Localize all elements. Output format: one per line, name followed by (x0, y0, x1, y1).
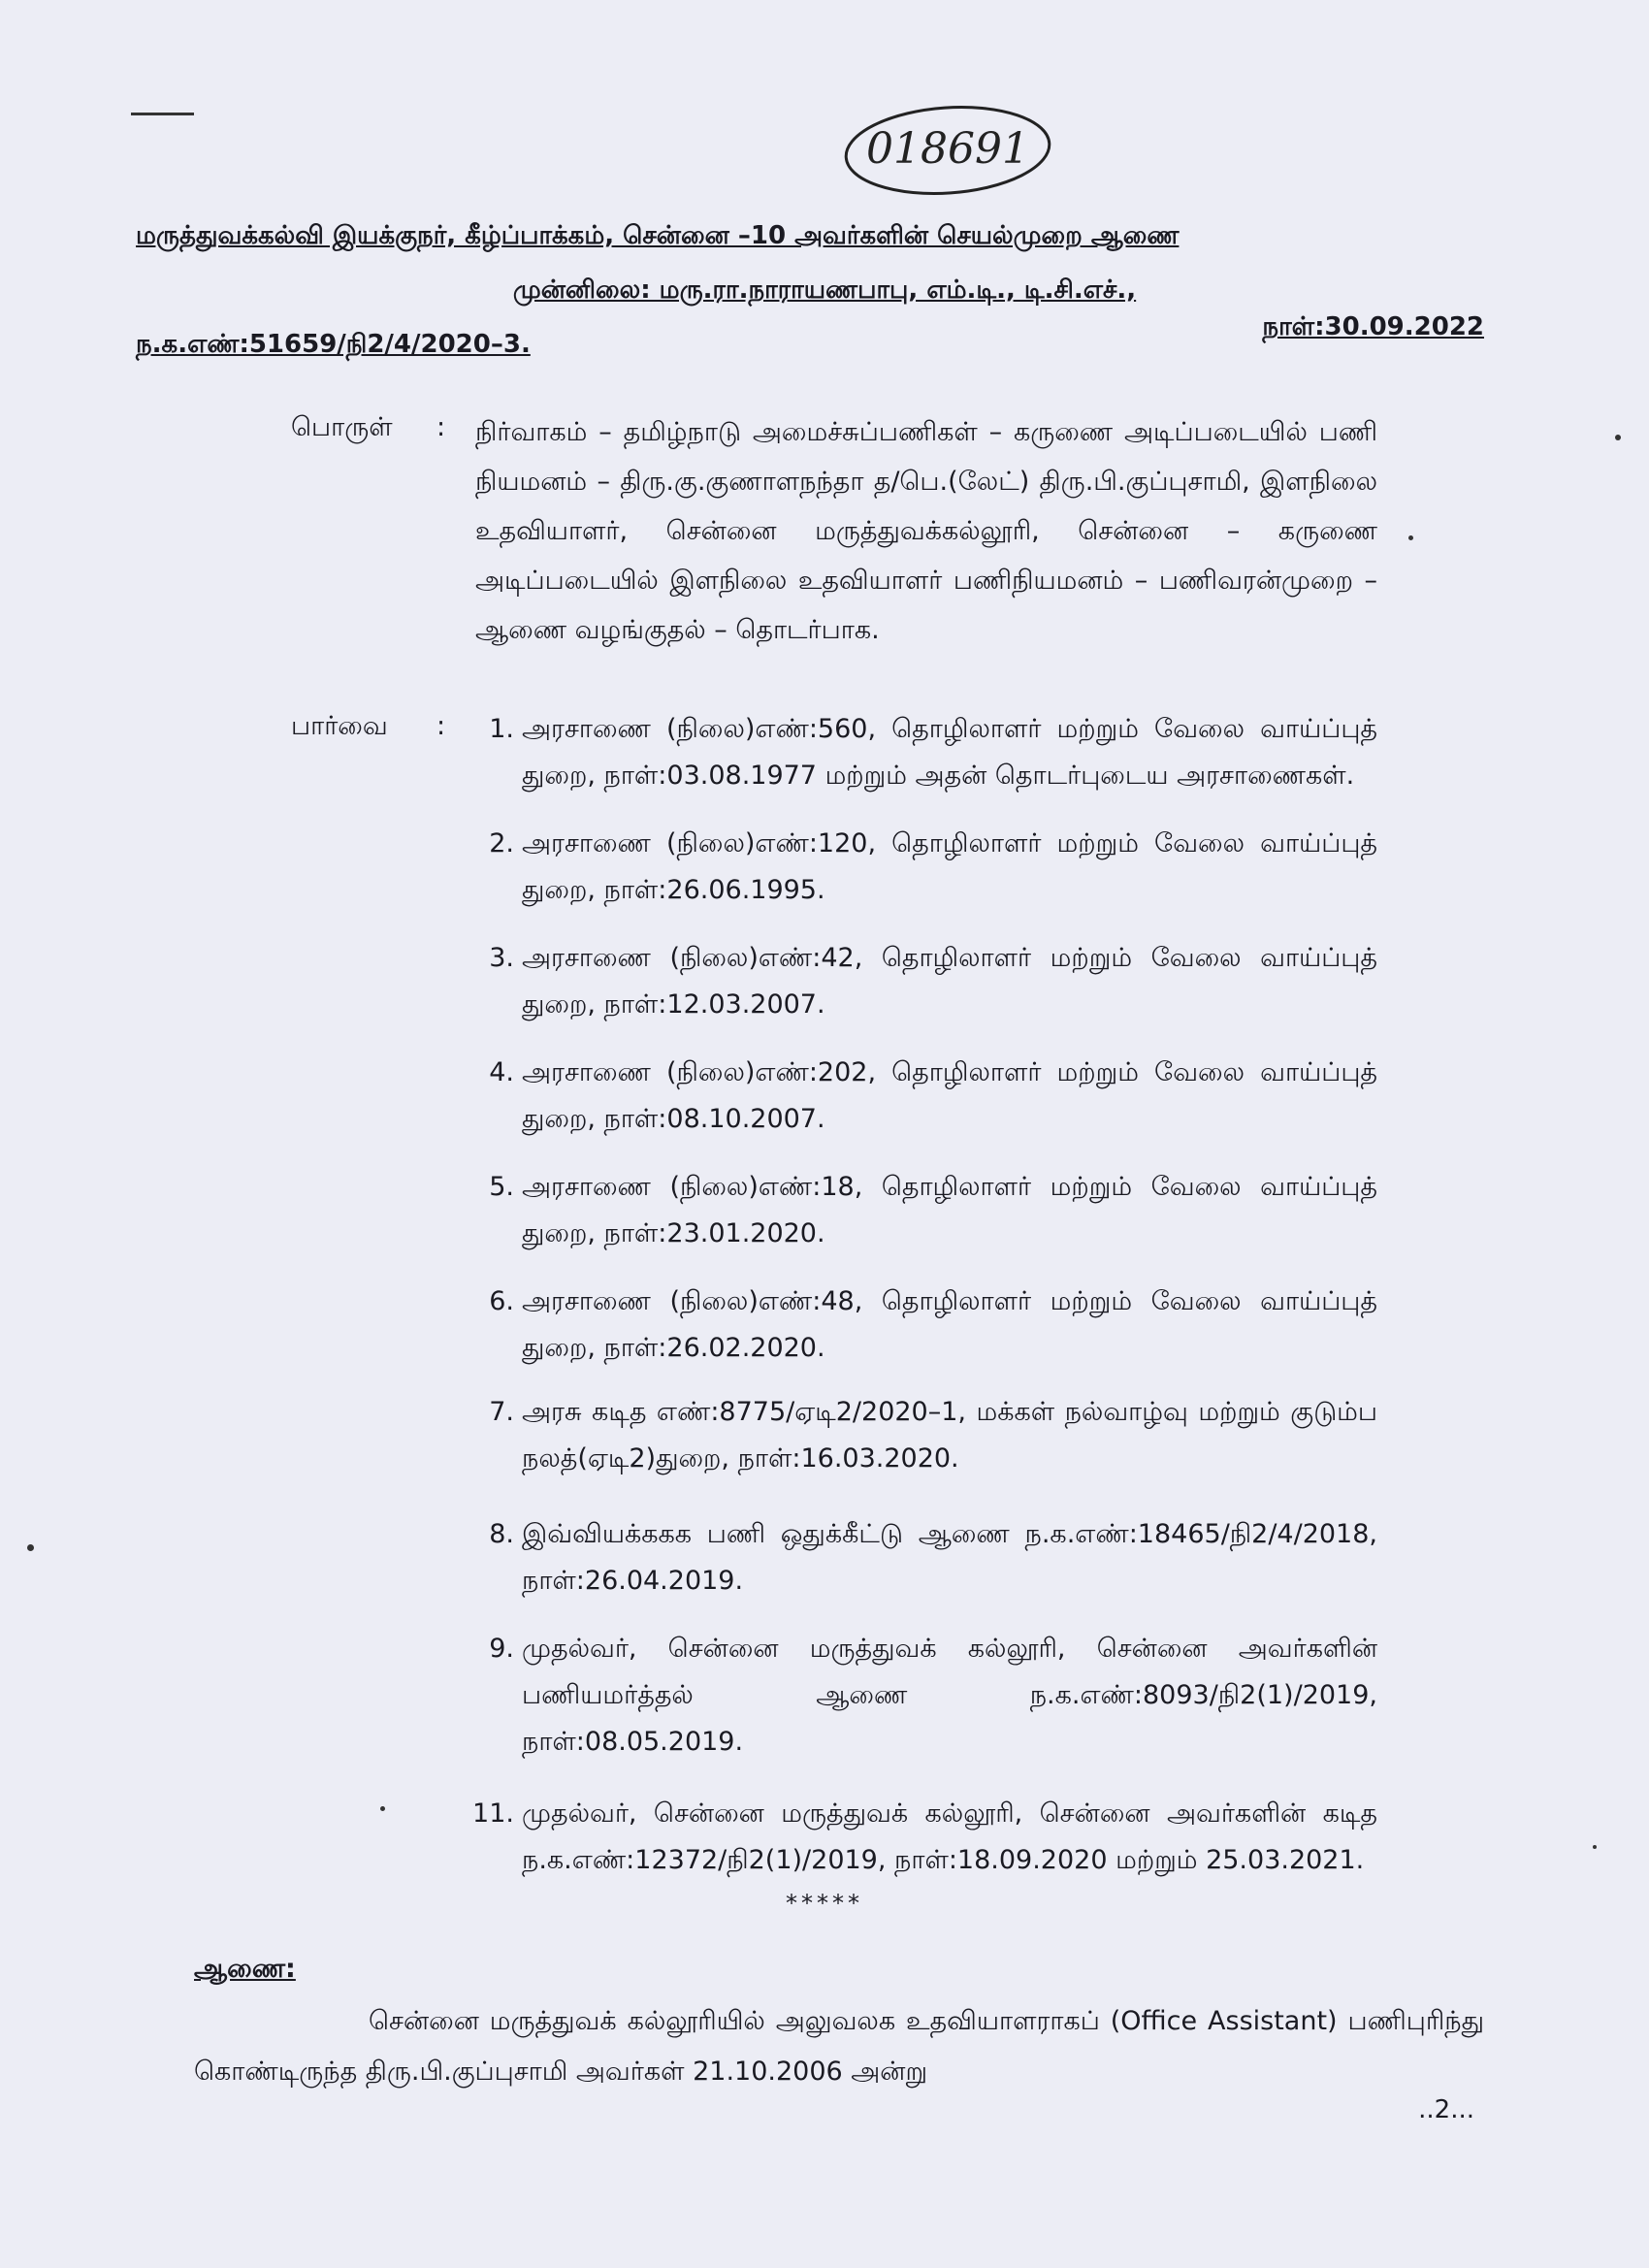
reference-item (466, 821, 1377, 914)
subject-label: பொருள் (291, 412, 393, 442)
reference-number-label: 8. (489, 1519, 514, 1549)
subject-text: நிர்வாகம் – தமிழ்நாடு அமைச்சுப்பணிகள் – கருணை அடிப்படையில் பணி நியமனம் – திரு.கு.குணாளநந்தா த/பெ.(லேட்) திரு.பி.குப்புசாமி, இளநிலை உதவியாளர், சென்னை மருத்துவக்கல்லூரி, சென்னை – கருணை அடிப்படையில் இளநிலை உதவியாளர் பணிநியமனம் – பணிவரன்முறை – ஆணை வழங்குதல் – தொடர்பாக. (475, 417, 1377, 645)
subject-colon: : (436, 412, 446, 442)
reference-text: அரசாணை (நிலை)எண்:120, தொழிலாளர் மற்றும் வேலை வாய்ப்புத் துறை, நாள்:26.06.1995. (522, 828, 1377, 905)
reference-number-label: 11. (472, 1798, 514, 1829)
scan-speck (1593, 1845, 1597, 1849)
references-list (466, 706, 1377, 1884)
reference-text: அரசாணை (நிலை)எண்:42, தொழிலாளர் மற்றும் வேலை வாய்ப்புத் துறை, நாள்:12.03.2007. (522, 943, 1377, 1020)
handwritten-file-number (839, 97, 1062, 204)
page-continuation: ..2... (1418, 2095, 1474, 2124)
reference-text: அரசாணை (நிலை)எண்:202, தொழிலாளர் மற்றும் வேலை வாய்ப்புத் துறை, நாள்:08.10.2007. (522, 1057, 1377, 1134)
reference-number-label: 4. (489, 1057, 514, 1087)
scan-speck (1408, 535, 1413, 540)
reference-number-label: 6. (489, 1286, 514, 1316)
reference-text: அரசாணை (நிலை)எண்:18, தொழிலாளர் மற்றும் வேலை வாய்ப்புத் துறை, நாள்:23.01.2020. (522, 1172, 1377, 1248)
section-separator: ***** (786, 1890, 863, 1917)
scan-speck (380, 1806, 385, 1811)
order-title: மருத்துவக்கல்வி இயக்குநர், கீழ்ப்பாக்கம், சென்னை –10 அவர்களின் செயல்முறை ஆணை (136, 221, 1180, 250)
reference-number-label: 5. (489, 1172, 514, 1202)
handwritten-number-oval (839, 97, 1062, 204)
reference-item (466, 1279, 1377, 1372)
reference-number-label: 7. (489, 1397, 514, 1427)
reference-number-label: 3. (489, 943, 514, 973)
reference-item (466, 1389, 1377, 1482)
reference-text: அரசாணை (நிலை)எண்:48, தொழிலாளர் மற்றும் வேலை வாய்ப்புத் துறை, நாள்:26.02.2020. (522, 1286, 1377, 1363)
scan-speck (1615, 435, 1621, 440)
order-heading: ஆணை: (194, 1954, 296, 1984)
reference-item (466, 1626, 1377, 1766)
scan-speck (27, 1544, 34, 1551)
reference-item (466, 706, 1377, 799)
reference-item (466, 935, 1377, 1028)
order-date: நாள்:30.09.2022 (1262, 312, 1484, 341)
references-label: பார்வை (291, 711, 388, 741)
reference-item (466, 1511, 1377, 1604)
reference-number-label: 9. (489, 1634, 514, 1664)
pen-dash-mark (131, 113, 194, 115)
handwritten-number-text: 018691 (866, 124, 1029, 174)
presence-line: முன்னிலை: மரு.ரா.நாராயணபாபு, எம்.டி., டி.சி.எச்., (512, 275, 1137, 305)
reference-text: முதல்வர், சென்னை மருத்துவக் கல்லூரி, சென்னை அவர்களின் கடித ந.க.எண்:12372/நி2(1)/2019, நாள்:18.09.2020 மற்றும் 25.03.2021. (522, 1798, 1377, 1875)
references-colon: : (436, 711, 446, 741)
reference-text: இவ்வியக்ககக பணி ஒதுக்கீட்டு ஆணை ந.க.எண்:18465/நி2/4/2018, நாள்:26.04.2019. (522, 1519, 1377, 1596)
reference-item (466, 1050, 1377, 1143)
reference-number-label: 2. (489, 828, 514, 859)
reference-text: அரசாணை (நிலை)எண்:560, தொழிலாளர் மற்றும் வேலை வாய்ப்புத் துறை, நாள்:03.08.1977 மற்றும் அதன் தொடர்புடைய அரசாணைகள். (522, 714, 1377, 791)
order-body-text: சென்னை மருத்துவக் கல்லூரியில் அலுவலக உதவியாளராகப் (Office Assistant) பணிபுரிந்து கொண்டிருந்த திரு.பி.குப்புசாமி அவர்கள் 21.10.2006 அன்று (194, 2006, 1484, 2087)
reference-item (466, 1791, 1377, 1884)
reference-number-label: 1. (489, 714, 514, 744)
reference-text: முதல்வர், சென்னை மருத்துவக் கல்லூரி, சென்னை அவர்களின் பணியமர்த்தல் ஆணை ந.க.எண்:8093/நி2(1)/2019, நாள்:08.05.2019. (522, 1634, 1377, 1757)
reference-number: ந.க.எண்:51659/நி2/4/2020–3. (136, 330, 531, 359)
reference-text: அரசு கடித எண்:8775/ஏடி2/2020–1, மக்கள் நல்வாழ்வு மற்றும் குடும்ப நலத்(ஏடி2)துறை, நாள்:16.03.2020. (522, 1397, 1377, 1474)
reference-item (466, 1164, 1377, 1257)
